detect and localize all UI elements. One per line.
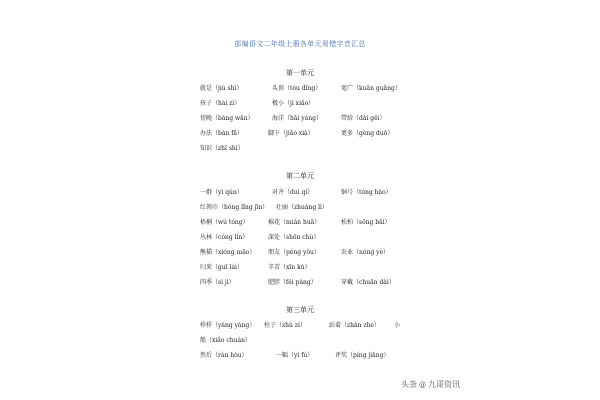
word-entry: 头顶（tóu dǐng） — [272, 85, 322, 92]
word-entry: 壮丽（zhuàng lì） — [276, 204, 328, 211]
word-entry: 一群（yì qún） — [200, 189, 243, 196]
word-entry: 船（xiǎo chuán） — [200, 337, 251, 344]
word-entry: 辛苦（xīn kǔ） — [268, 264, 311, 271]
word-entry: 海洋（hǎi yáng） — [272, 115, 322, 122]
word-entry: 梧桐（wú tóng） — [200, 219, 249, 226]
word-entry: 极小（jí xiǎo） — [272, 100, 315, 107]
word-entry: 柱子（zhù zi） — [264, 322, 306, 329]
section-title-unit-2: 第二单元 — [286, 172, 314, 180]
word-entry: 四季（sì jì） — [200, 279, 235, 286]
word-entry: 带给（dài gěi） — [341, 115, 386, 122]
word-entry: 农业（nóng yè） — [341, 249, 390, 256]
word-entry: 小 — [394, 322, 401, 329]
word-entry: 肥胖（féi pàng） — [268, 279, 317, 286]
word-entry: 穿戴（chuān dài） — [341, 279, 395, 286]
word-entry: 红领巾（hóng lǐng jīn） — [200, 204, 269, 211]
word-entry: 就是（jiù shì） — [200, 85, 243, 92]
word-entry: 深处（shēn chù） — [268, 234, 320, 241]
word-entry: 松柏（sōng bǎi） — [341, 219, 391, 226]
word-entry: 一幅（yì fú） — [276, 352, 314, 359]
word-entry: 熊猫（xióng māo） — [200, 249, 256, 256]
word-entry: 然后（rán hòu） — [200, 352, 248, 359]
word-entry: 朋友（péng yǒu） — [268, 249, 320, 256]
watermark-account: 九哥资讯 — [428, 380, 460, 389]
word-entry: 孩子（hái zi） — [200, 100, 241, 107]
watermark-at: @ — [419, 380, 426, 389]
watermark-brand: 头条 — [401, 380, 417, 389]
section-title-unit-1: 第一单元 — [286, 69, 314, 77]
word-entry: 站着（zhàn zhe） — [329, 322, 380, 329]
word-entry: 样样（yàng yàng） — [200, 322, 256, 329]
word-entry: 归来（guī lái） — [200, 264, 243, 271]
word-entry: 评奖（píng jiǎng） — [335, 352, 390, 359]
word-entry: 宽广（kuān guǎng） — [341, 85, 401, 92]
watermark — [401, 379, 460, 390]
word-entry: 更多（gèng duō） — [341, 130, 394, 137]
word-entry: 脚下（jiǎo xià） — [268, 130, 314, 137]
section-title-unit-3: 第三单元 — [286, 306, 314, 314]
word-entry: 丛林（cóng lín） — [200, 234, 249, 241]
word-entry: 办法（bàn fǎ） — [200, 130, 243, 137]
document-title: 部编语文二年级上册各单元易错字音汇总 — [234, 40, 366, 48]
word-entry: 傍晚（bàng wǎn） — [200, 115, 254, 122]
word-entry: 铜号（tóng hào） — [341, 189, 392, 196]
word-entry: 知识（zhī shi） — [200, 145, 244, 152]
word-entry: 棉花（mián huā） — [268, 219, 321, 226]
word-entry: 对齐（duì qí） — [272, 189, 314, 196]
